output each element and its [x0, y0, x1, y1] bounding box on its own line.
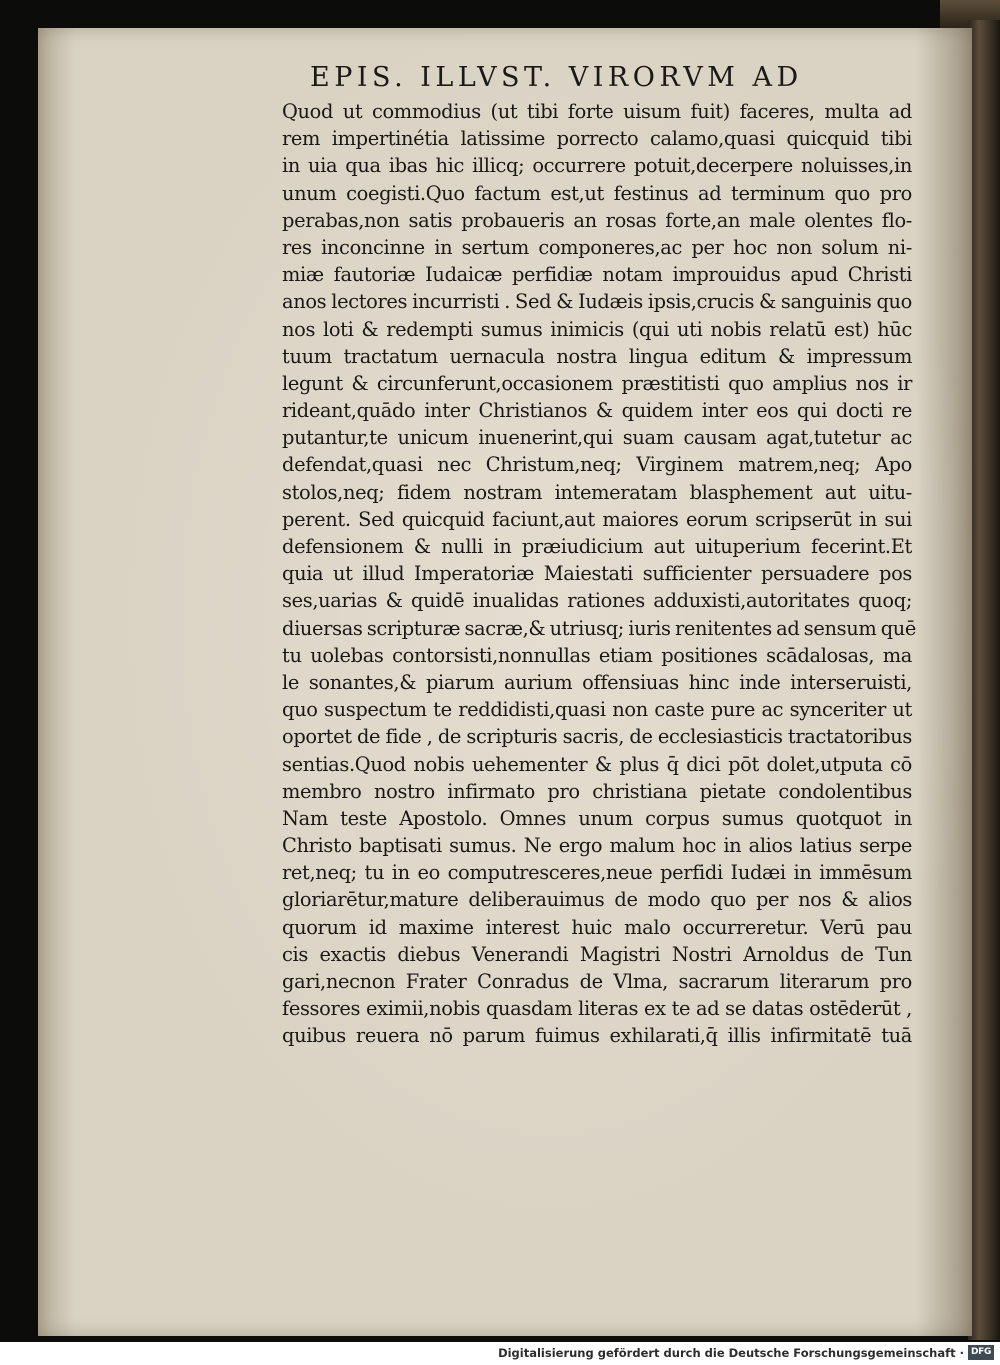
text-line: tuum tractatum uernacula nostra lingua editum & impressum — [282, 344, 912, 368]
text-line: fessores eximii,nobis quasdam literas ex te ad se datas ostēderūt , — [282, 997, 912, 1021]
text-line: res inconcinne in sertum componeres,ac per hoc non solum ni- — [282, 235, 912, 259]
text-line: tu uolebas contorsisti,nonnullas etiam positiones scādalosas, ma — [282, 643, 912, 667]
dfg-logo-icon: DFG — [968, 1345, 994, 1360]
text-line: in uia qua ibas hic illicq; occurrere potuit,decerpere noluisses,in — [282, 154, 912, 178]
running-head: EPIS. ILLVST. VIRORVM AD — [310, 62, 803, 93]
book-edge — [968, 20, 1000, 1340]
text-line: quo suspectum te reddidisti,quasi non caste pure ac synceriter ut — [282, 698, 912, 722]
body-text — [282, 98, 917, 1050]
funding-credit: Digitalisierung gefördert durch die Deutsche Forschungsgemeinschaft · — [498, 1346, 964, 1360]
text-line: quia ut illud Imperatoriæ Maiestati sufficienter persuadere pos — [282, 562, 912, 586]
text-line: Christo baptisati sumus. Ne ergo malum hoc in alios latius serpe — [282, 834, 912, 858]
text-line: quorum id maxime interest huic malo occurreretur. Verū pau — [282, 915, 912, 939]
text-line: sentias.Quod nobis uehementer & plus q̄ dici pōt dolet,utputa cō — [282, 752, 912, 776]
text-line: miæ fautoriæ Iudaicæ perfidiæ notam improuidus apud Christi — [282, 263, 912, 287]
text-line: anos lectores incurristi . Sed & Iudæis ipsis,crucis & sanguinis quo — [282, 290, 912, 314]
text-line: defensionem & nulli in præiudicium aut uituperium fecerint.Et — [282, 535, 912, 558]
text-line: unum coegisti.Quo factum est,ut festinus ad terminum quo pro — [282, 181, 912, 205]
text-line: cis exactis diebus Venerandi Magistri Nostri Arnoldus de Tun — [282, 942, 912, 966]
text-line: gloriarētur,mature deliberauimus de modo quo per nos & alios — [282, 888, 912, 912]
text-line: perent. Sed quicquid faciunt,aut maiores eorum scripserūt in sui — [282, 507, 912, 531]
text-line: putantur,te unicum inuenerint,qui suam causam agat,tutetur ac — [282, 426, 912, 450]
text-line: perabas,non satis probaueris an rosas forte,an male olentes flo- — [282, 208, 912, 232]
text-line: quibus reuera nō parum fuimus exhilarati,q̄ illis infirmitatē tuā — [282, 1024, 912, 1048]
text-line: ses,uarias & quidē inualidas rationes adduxisti,autoritates quoq; — [282, 589, 912, 613]
text-line: diuersas scripturæ sacræ,& utriusq; iuris renitentes ad sensum quē — [282, 616, 917, 640]
text-line: oportet de fide , de scripturis sacris, de ecclesiasticis tractatoribus — [282, 725, 912, 749]
text-line: Quod ut commodius (ut tibi forte uisum fuit) faceres, multa ad — [282, 100, 912, 123]
text-line: le sonantes,& piarum aurium offensiuas hinc inde interseruisti, — [282, 670, 912, 694]
text-line: defendat,quasi nec Christum,neq; Virginem matrem,neq; Apo — [282, 453, 912, 477]
text-line: Nam teste Apostolo. Omnes unum corpus sumus quotquot in — [282, 806, 912, 830]
text-line: nos loti & redempti sumus inimicis (qui uti nobis relatū est) hūc — [282, 317, 912, 341]
footer-bar — [0, 1342, 1000, 1365]
text-line: ret,neq; tu in eo computresceres,neue perfidi Iudæi in immēsum — [282, 861, 912, 885]
text-line: rideant,quādo inter Christianos & quidem inter eos qui docti re — [282, 399, 912, 423]
text-line: stolos,neq; fidem nostram intemeratam blasphement aut uitu- — [282, 480, 912, 504]
text-line: legunt & circunferunt,occasionem præstitisti quo amplius nos ir — [282, 371, 912, 395]
text-line: membro nostro infirmato pro christiana pietate condolentibus — [282, 779, 912, 803]
text-line: rem impertinétia latissime porrecto calamo,quasi quicquid tibi — [282, 127, 912, 151]
text-line: gari,necnon Frater Conradus de Vlma, sacrarum literarum pro — [282, 970, 912, 993]
